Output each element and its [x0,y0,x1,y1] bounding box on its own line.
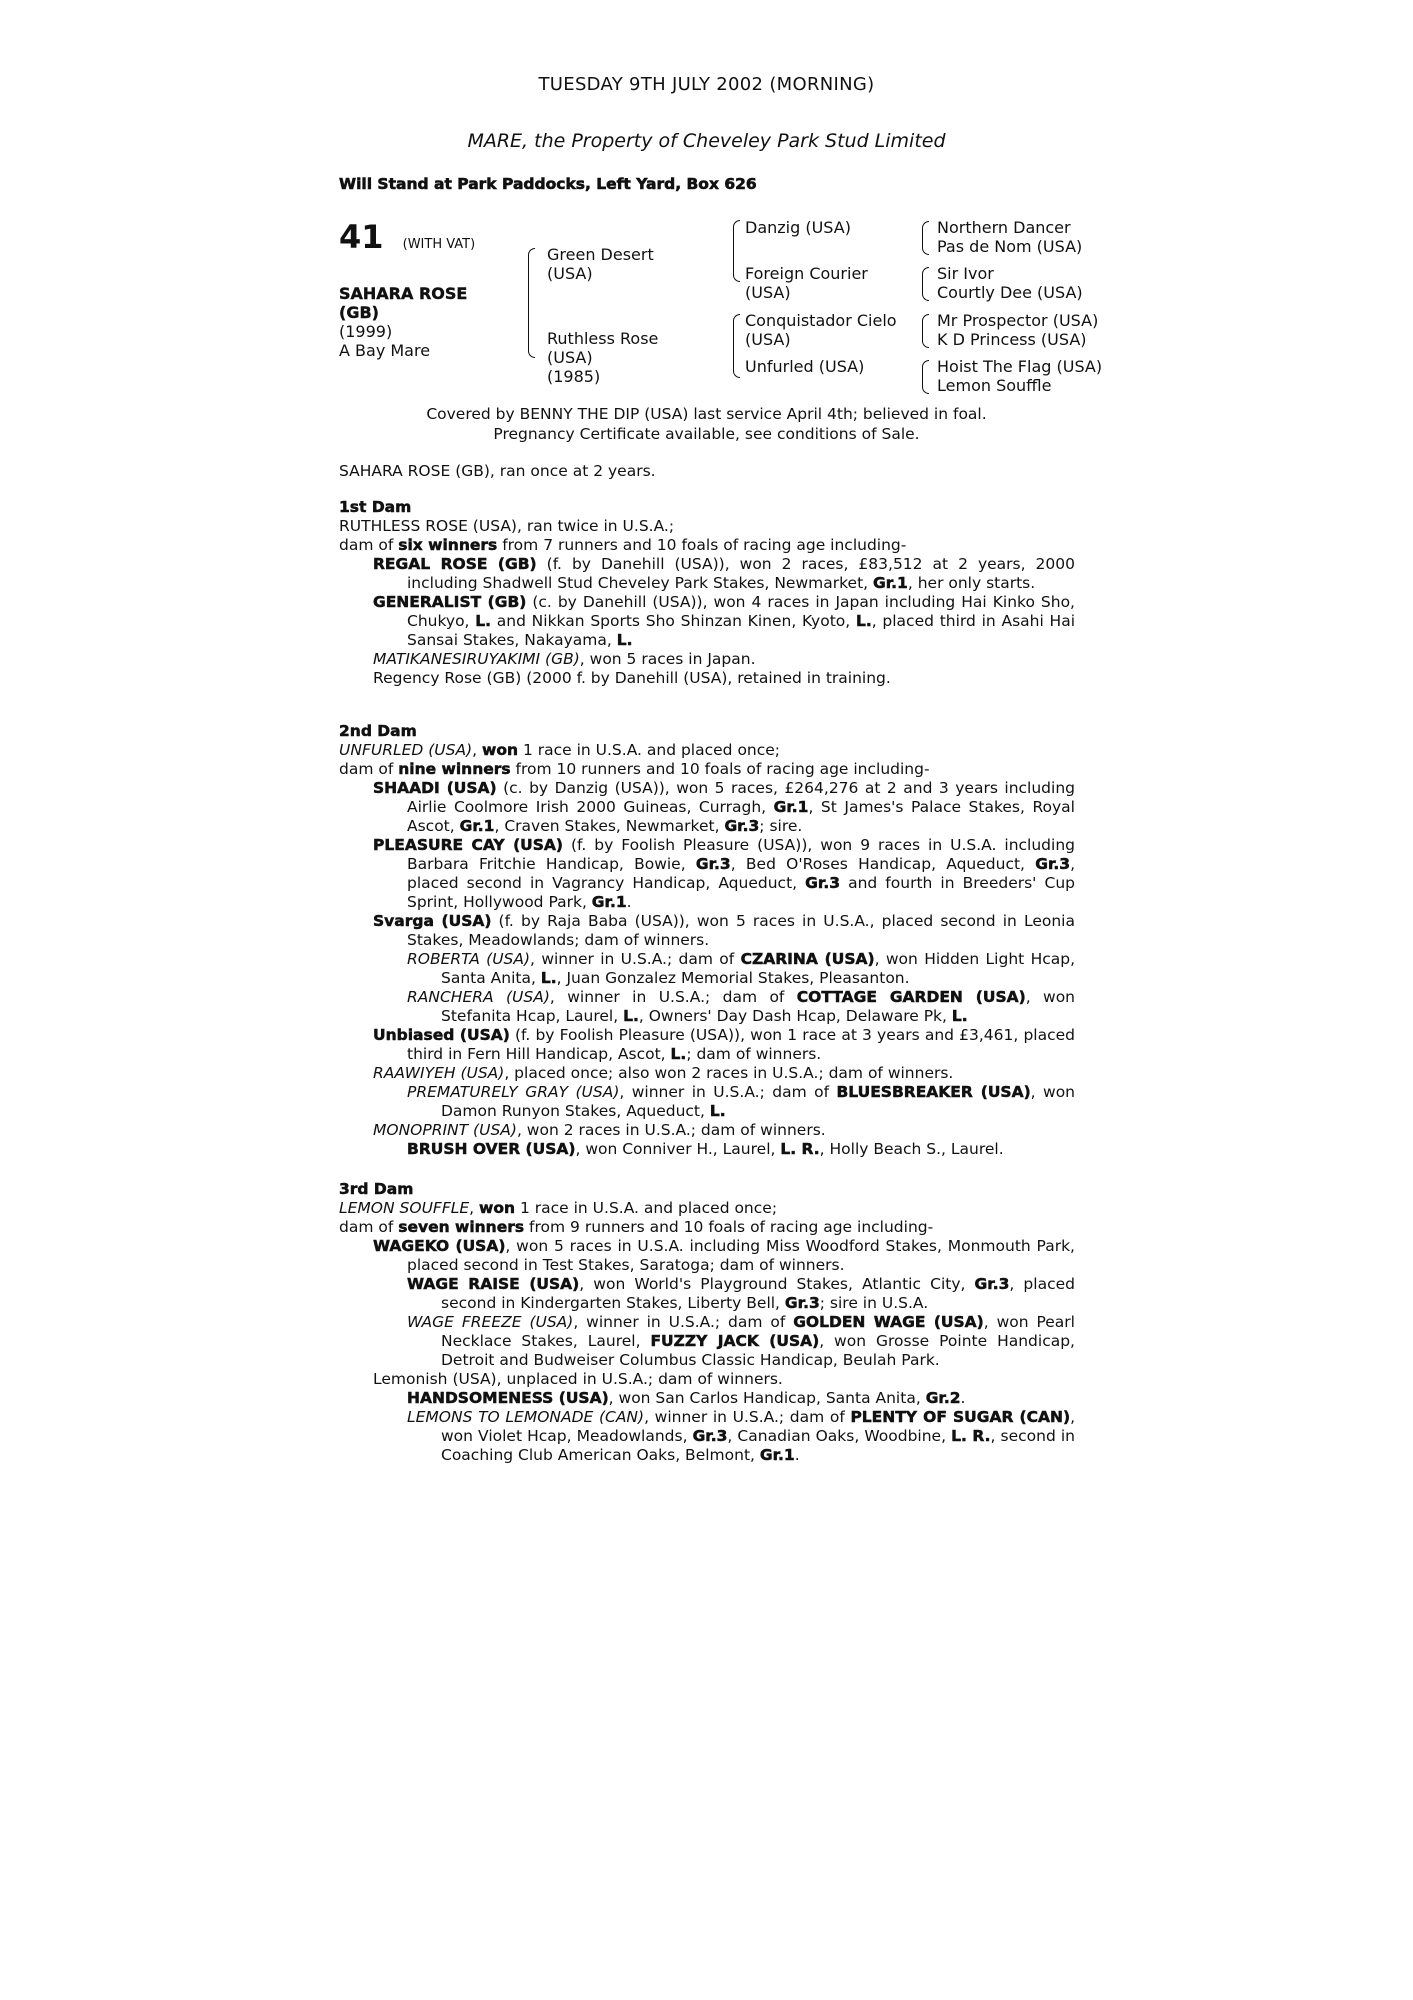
third-dam-heading: 3rd Dam [339,1180,414,1198]
pedigree-dam: Ruthless Rose (USA) (1985) [547,329,659,386]
sale-date: TUESDAY 9TH JULY 2002 (MORNING) [538,74,875,95]
horse-name: SAHARA ROSE [339,284,468,303]
second-dam-subentry: BRUSH OVER (USA), won Conniver H., Laurel, L. R., Holly Beach S., Laurel. [407,1140,1004,1158]
pedigree-sire-sire: Danzig (USA) [745,218,851,237]
pedigree-brace-main [528,248,535,358]
pedigree-sire: Green Desert (USA) [547,245,654,283]
third-dam-intro: LEMON SOUFFLE, won 1 race in U.S.A. and placed once; [339,1199,778,1217]
pedigree-dam-sire: Conquistador Cielo (USA) [745,311,897,349]
second-dam-entry: Unbiased (USA) (f. by Foolish Pleasure (USA)), won 1 race at 3 years and £3,461, placed third in Fern Hill Handicap, Ascot, L.; dam of winners. [373,1026,1075,1063]
pedigree-brace-gg3 [922,314,929,348]
pedigree-brace-gg1 [922,221,929,255]
first-dam-entry: GENERALIST (GB) (c. by Danehill (USA)), won 4 races in Japan including Hai Kinko Sho, Chukyo, L. and Nikkan Sports Sho Shinzan Kinen, Kyoto, L., placed third in Asahi Hai Sansai Stakes, Nakayama, L. [373,593,1076,649]
third-dam-subentry: WAGE FREEZE (USA), winner in U.S.A.; dam of GOLDEN WAGE (USA), won Pearl Necklace Stakes, Laurel, FUZZY JACK (USA), won Grosse Pointe Handicap, Detroit and Budweiser Columbus Classic Handicap, Beulah Park. [407,1313,1075,1369]
first-dam-section [339,498,1075,688]
pedigree-brace-gg4 [922,360,929,394]
second-dam-entry: PLEASURE CAY (USA) (f. by Foolish Pleasure (USA)), won 9 races in U.S.A. including Barbara Fritchie Handicap, Bowie, Gr.3, Bed O'Roses Handicap, Aqueduct, Gr.3, placed second in Vagrancy Handicap, Aqueduct, Gr.3 and fourth in Breeders' Cup Sprint, Hollywood Park, Gr.1. [373,836,1076,911]
first-dam-entry: MATIKANESIRUYAKIMI (GB), won 5 races in Japan. [373,650,756,668]
second-dam-subentry: RANCHERA (USA), winner in U.S.A.; dam of COTTAGE GARDEN (USA), won Stefanita Hcap, Laurel, L., Owners' Day Dash Hcap, Delaware Pk, L. [407,988,1075,1025]
horse-origin: (GB) [339,303,379,322]
third-dam-entry: WAGEKO (USA), won 5 races in U.S.A. including Miss Woodford Stakes, Monmouth Park, placed second in Test Stakes, Saratoga; dam of winners. [373,1237,1075,1274]
second-dam-entry: Svarga (USA) (f. by Raja Baba (USA)), won 5 races in U.S.A., placed second in Leonia Stakes, Meadowlands; dam of winners. [373,912,1075,949]
second-dam-entry: RAAWIYEH (USA), placed once; also won 2 races in U.S.A.; dam of winners. [373,1064,954,1082]
vat-note: (WITH VAT) [402,237,476,252]
first-dam-entry: Regency Rose (GB) (2000 f. by Danehill (USA), retained in training. [373,669,891,687]
first-dam-entry: REGAL ROSE (GB) (f. by Danehill (USA)), won 2 races, £83,512 at 2 years, 2000 including Shadwell Stud Cheveley Park Stakes, Newmarket, Gr.1, her only starts. [373,555,1075,592]
third-dam-section [339,1180,1075,1465]
horse-year: (1999) [339,322,393,341]
third-dam-entry: Lemonish (USA), unplaced in U.S.A.; dam of winners. [373,1370,783,1388]
second-dam-intro: UNFURLED (USA), won 1 race in U.S.A. and placed once; [339,741,781,759]
second-dam-entry: SHAADI (USA) (c. by Danzig (USA)), won 5 races, £264,276 at 2 and 3 years including Airlie Coolmore Irish 2000 Guineas, Curragh, Gr.1, St James's Palace Stakes, Royal Ascot, Gr.1, Craven Stakes, Newmarket, Gr.3; sire. [373,779,1075,835]
second-dam-produce-summary: dam of nine winners from 10 runners and 10 foals of racing age including- [339,760,930,778]
third-dam-subentry: WAGE RAISE (USA), won World's Playground Stakes, Atlantic City, Gr.3, placed second in Kindergarten Stakes, Liberty Bell, Gr.3; sire in U.S.A. [407,1275,1075,1312]
horse-details [339,284,489,360]
pedigree-brace-dam [733,314,740,378]
first-dam-produce-summary: dam of six winners from 7 runners and 10 foals of racing age including- [339,536,907,554]
pedigree-gg-3: Mr Prospector (USA) K D Princess (USA) [937,311,1099,349]
stable-location: Will Stand at Park Paddocks, Left Yard, Box 626 [339,175,757,193]
lot-number: 41 [339,218,384,256]
pedigree-brace-gg2 [922,267,929,301]
first-dam-heading: 1st Dam [339,498,412,516]
pedigree-gg-4: Hoist The Flag (USA) Lemon Souffle [937,357,1103,395]
second-dam-subentry: PREMATURELY GRAY (USA), winner in U.S.A.; dam of BLUESBREAKER (USA), won Damon Runyon Stakes, Aqueduct, L. [407,1083,1076,1120]
second-dam-section [339,722,1075,1159]
third-dam-subentry: HANDSOMENESS (USA), won San Carlos Handicap, Santa Anita, Gr.2. [407,1389,966,1407]
pedigree-gg-2: Sir Ivor Courtly Dee (USA) [937,264,1083,302]
property-line: MARE, the Property of Cheveley Park Stud Limited [467,130,946,152]
third-dam-produce-summary: dam of seven winners from 9 runners and 10 foals of racing age including- [339,1218,934,1236]
pedigree-dam-dam: Unfurled (USA) [745,357,865,376]
second-dam-entry: MONOPRINT (USA), won 2 races in U.S.A.; dam of winners. [373,1121,826,1139]
third-dam-subentry: LEMONS TO LEMONADE (CAN), winner in U.S.A.; dam of PLENTY OF SUGAR (CAN), won Violet Hcap, Meadowlands, Gr.3, Canadian Oaks, Woodbine, L. R., second in Coaching Club American Oaks, Belmont, Gr.1. [407,1408,1075,1464]
lot-heading [339,218,475,256]
horse-description: A Bay Mare [339,341,431,360]
race-summary: SAHARA ROSE (GB), ran once at 2 years. [339,462,656,480]
pedigree-gg-1: Northern Dancer Pas de Nom (USA) [937,218,1083,256]
first-dam-intro: RUTHLESS ROSE (USA), ran twice in U.S.A.; [339,517,675,535]
covered-note: Covered by BENNY THE DIP (USA) last service April 4th; believed in foal. Pregnancy Certificate available, see conditions of Sale. [426,405,987,443]
pedigree-brace-sire [733,220,740,282]
second-dam-subentry: ROBERTA (USA), winner in U.S.A.; dam of CZARINA (USA), won Hidden Light Hcap, Santa Anita, L., Juan Gonzalez Memorial Stakes, Pleasanton. [407,950,1076,987]
second-dam-heading: 2nd Dam [339,722,417,740]
pedigree-sire-dam: Foreign Courier (USA) [745,264,868,302]
